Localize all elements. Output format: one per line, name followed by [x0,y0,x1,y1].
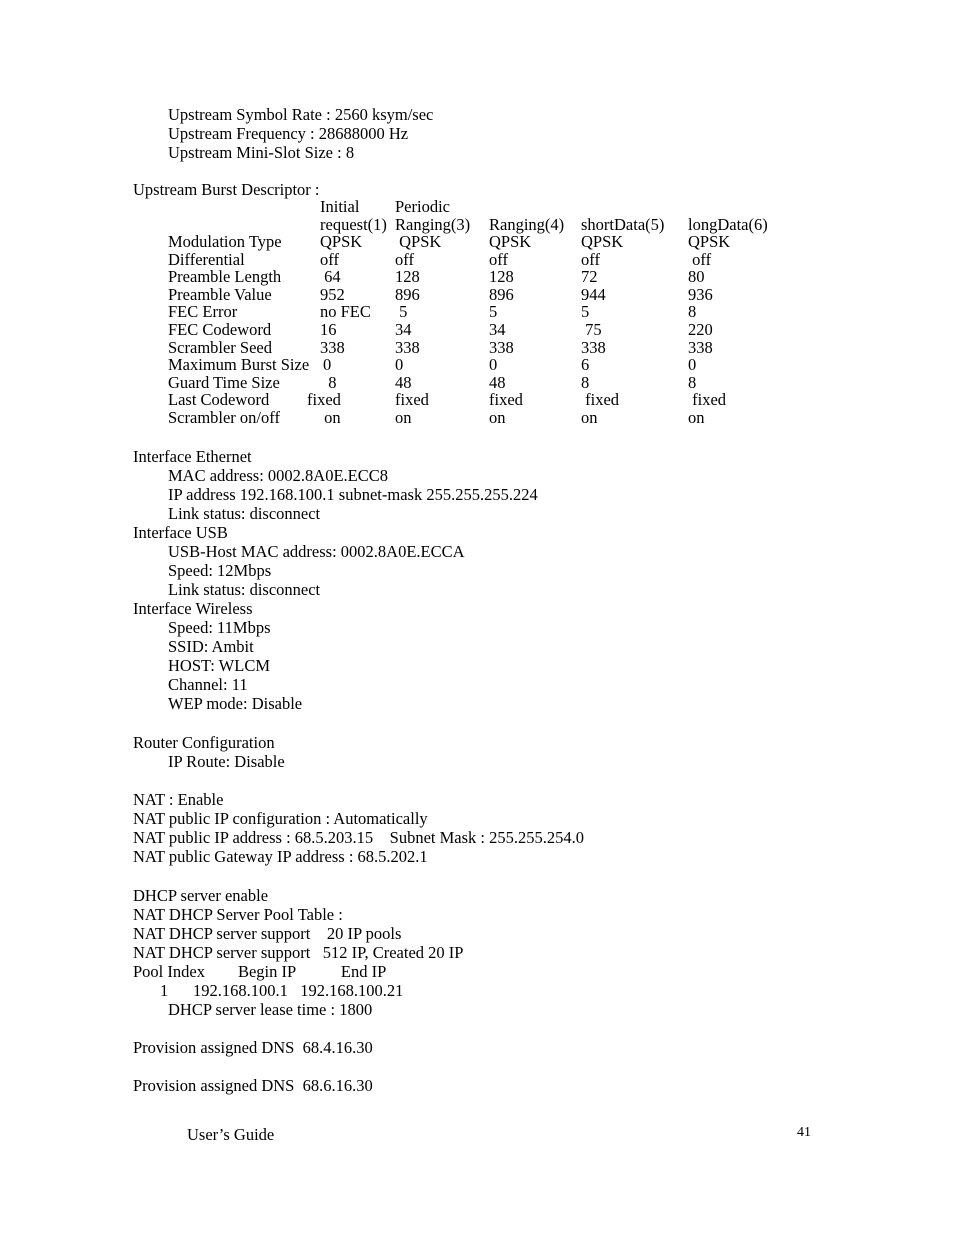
burst-cell: 5 [581,302,590,321]
dhcp-server-enable: DHCP server enable [133,886,269,905]
burst-cell: 0 [489,355,498,374]
burst-cell: off [581,250,600,269]
upstream-mini-slot-size: Upstream Mini-Slot Size : 8 [168,143,355,162]
wireless-speed: Speed: 11Mbps [168,618,271,637]
burst-cell: fixed [581,390,620,409]
burst-cell: 338 [581,338,606,357]
burst-cell: off [395,250,414,269]
dhcp-pool-header: Pool Index Begin IP End IP [133,962,387,981]
dhcp-lease-time: DHCP server lease time : 1800 [168,1000,373,1019]
burst-cell: 64 [320,267,341,286]
dhcp-pool-table-title: NAT DHCP Server Pool Table : [133,905,343,924]
nat-public-gateway: NAT public Gateway IP address : 68.5.202.1 [133,847,428,866]
provision-dns-1: Provision assigned DNS 68.4.16.30 [133,1038,373,1057]
footer-page-number: 41 [797,1125,811,1140]
ethernet-mac: MAC address: 0002.8A0E.ECC8 [168,466,388,485]
burst-header: shortData(5) [581,215,665,234]
burst-cell: 896 [489,285,514,304]
burst-cell: 128 [395,267,420,286]
burst-row-label: Scrambler Seed [168,338,273,357]
wireless-channel: Channel: 11 [168,675,248,694]
burst-cell: off [320,250,339,269]
burst-cell: fixed [489,390,523,409]
wireless-host: HOST: WLCM [168,656,271,675]
burst-cell: on [489,408,506,427]
burst-cell: QPSK [395,232,442,251]
burst-cell: 0 [395,355,404,374]
burst-cell: 896 [395,285,420,304]
burst-cell: 5 [395,302,408,321]
dhcp-pool-row: 1 192.168.100.1 192.168.100.21 [160,981,404,1000]
burst-cell: 48 [395,373,412,392]
burst-cell: on [581,408,598,427]
burst-header: longData(6) [688,215,768,234]
interface-wireless-title: Interface Wireless [133,599,253,618]
burst-cell: 8 [688,302,697,321]
burst-header: Ranging(3) [395,215,471,234]
nat-enable: NAT : Enable [133,790,224,809]
burst-cell: 6 [581,355,590,374]
burst-cell: 80 [688,267,705,286]
burst-row-label: Maximum Burst Size [168,355,310,374]
burst-header-top: Periodic [395,197,450,216]
burst-cell: 34 [395,320,412,339]
burst-row-label: FEC Error [168,302,238,321]
nat-public-ip-address: NAT public IP address : 68.5.203.15 Subnet Mask : 255.255.254.0 [133,828,584,847]
burst-cell: fixed [395,390,429,409]
burst-row-label: Preamble Value [168,285,272,304]
burst-cell: 48 [489,373,506,392]
burst-cell: QPSK [320,232,363,251]
ethernet-link-status: Link status: disconnect [168,504,321,523]
burst-header: Ranging(4) [489,215,565,234]
burst-cell: on [320,408,341,427]
burst-cell: 72 [581,267,598,286]
upstream-frequency: Upstream Frequency : 28688000 Hz [168,124,409,143]
burst-descriptor-title: Upstream Burst Descriptor : [133,180,320,199]
burst-cell: 128 [489,267,514,286]
burst-cell: off [489,250,508,269]
burst-cell: fixed [307,390,341,409]
burst-cell: 34 [489,320,506,339]
burst-row-label: Guard Time Size [168,373,280,392]
wireless-ssid: SSID: Ambit [168,637,254,656]
burst-cell: QPSK [489,232,532,251]
interface-ethernet-title: Interface Ethernet [133,447,252,466]
burst-cell: on [395,408,412,427]
footer-users-guide: User’s Guide [187,1125,275,1144]
ethernet-ip: IP address 192.168.100.1 subnet-mask 255.255.255.224 [168,485,538,504]
burst-cell: 5 [489,302,498,321]
burst-cell: QPSK [581,232,624,251]
burst-cell: 8 [688,373,697,392]
burst-cell: 338 [395,338,420,357]
burst-cell: 338 [489,338,514,357]
burst-cell: on [688,408,705,427]
burst-cell: 936 [688,285,713,304]
burst-row-label: FEC Codeword [168,320,272,339]
burst-cell: 16 [320,320,337,339]
burst-cell: no FEC [320,302,371,321]
dhcp-support-pools: NAT DHCP server support 20 IP pools [133,924,402,943]
burst-row-label: Scrambler on/off [168,408,280,427]
burst-cell: 944 [581,285,606,304]
burst-cell: off [688,250,712,269]
burst-row-label: Last Codeword [168,390,270,409]
provision-dns-2: Provision assigned DNS 68.6.16.30 [133,1076,373,1095]
burst-cell: 0 [323,355,332,374]
wireless-wep-mode: WEP mode: Disable [168,694,303,713]
burst-cell: fixed [688,390,727,409]
upstream-symbol-rate: Upstream Symbol Rate : 2560 ksym/sec [168,105,434,124]
burst-cell: 220 [688,320,713,339]
burst-cell: QPSK [688,232,731,251]
burst-cell: 952 [320,285,345,304]
usb-speed: Speed: 12Mbps [168,561,272,580]
burst-cell: 338 [688,338,713,357]
router-configuration-title: Router Configuration [133,733,275,752]
burst-row-label: Differential [168,250,245,269]
burst-cell: 338 [320,338,345,357]
burst-cell: 75 [581,320,602,339]
burst-row-label: Modulation Type [168,232,282,251]
usb-mac: USB-Host MAC address: 0002.8A0E.ECCA [168,542,465,561]
burst-cell: 0 [688,355,697,374]
burst-header-top: Initial [320,197,360,216]
nat-public-ip-config: NAT public IP configuration : Automatically [133,809,428,828]
burst-cell: 8 [320,373,337,392]
interface-usb-title: Interface USB [133,523,228,542]
usb-link-status: Link status: disconnect [168,580,321,599]
dhcp-support-ips: NAT DHCP server support 512 IP, Created 20 IP [133,943,464,962]
burst-header: request(1) [320,215,387,234]
router-ip-route: IP Route: Disable [168,752,285,771]
burst-row-label: Preamble Length [168,267,282,286]
burst-cell: 8 [581,373,590,392]
